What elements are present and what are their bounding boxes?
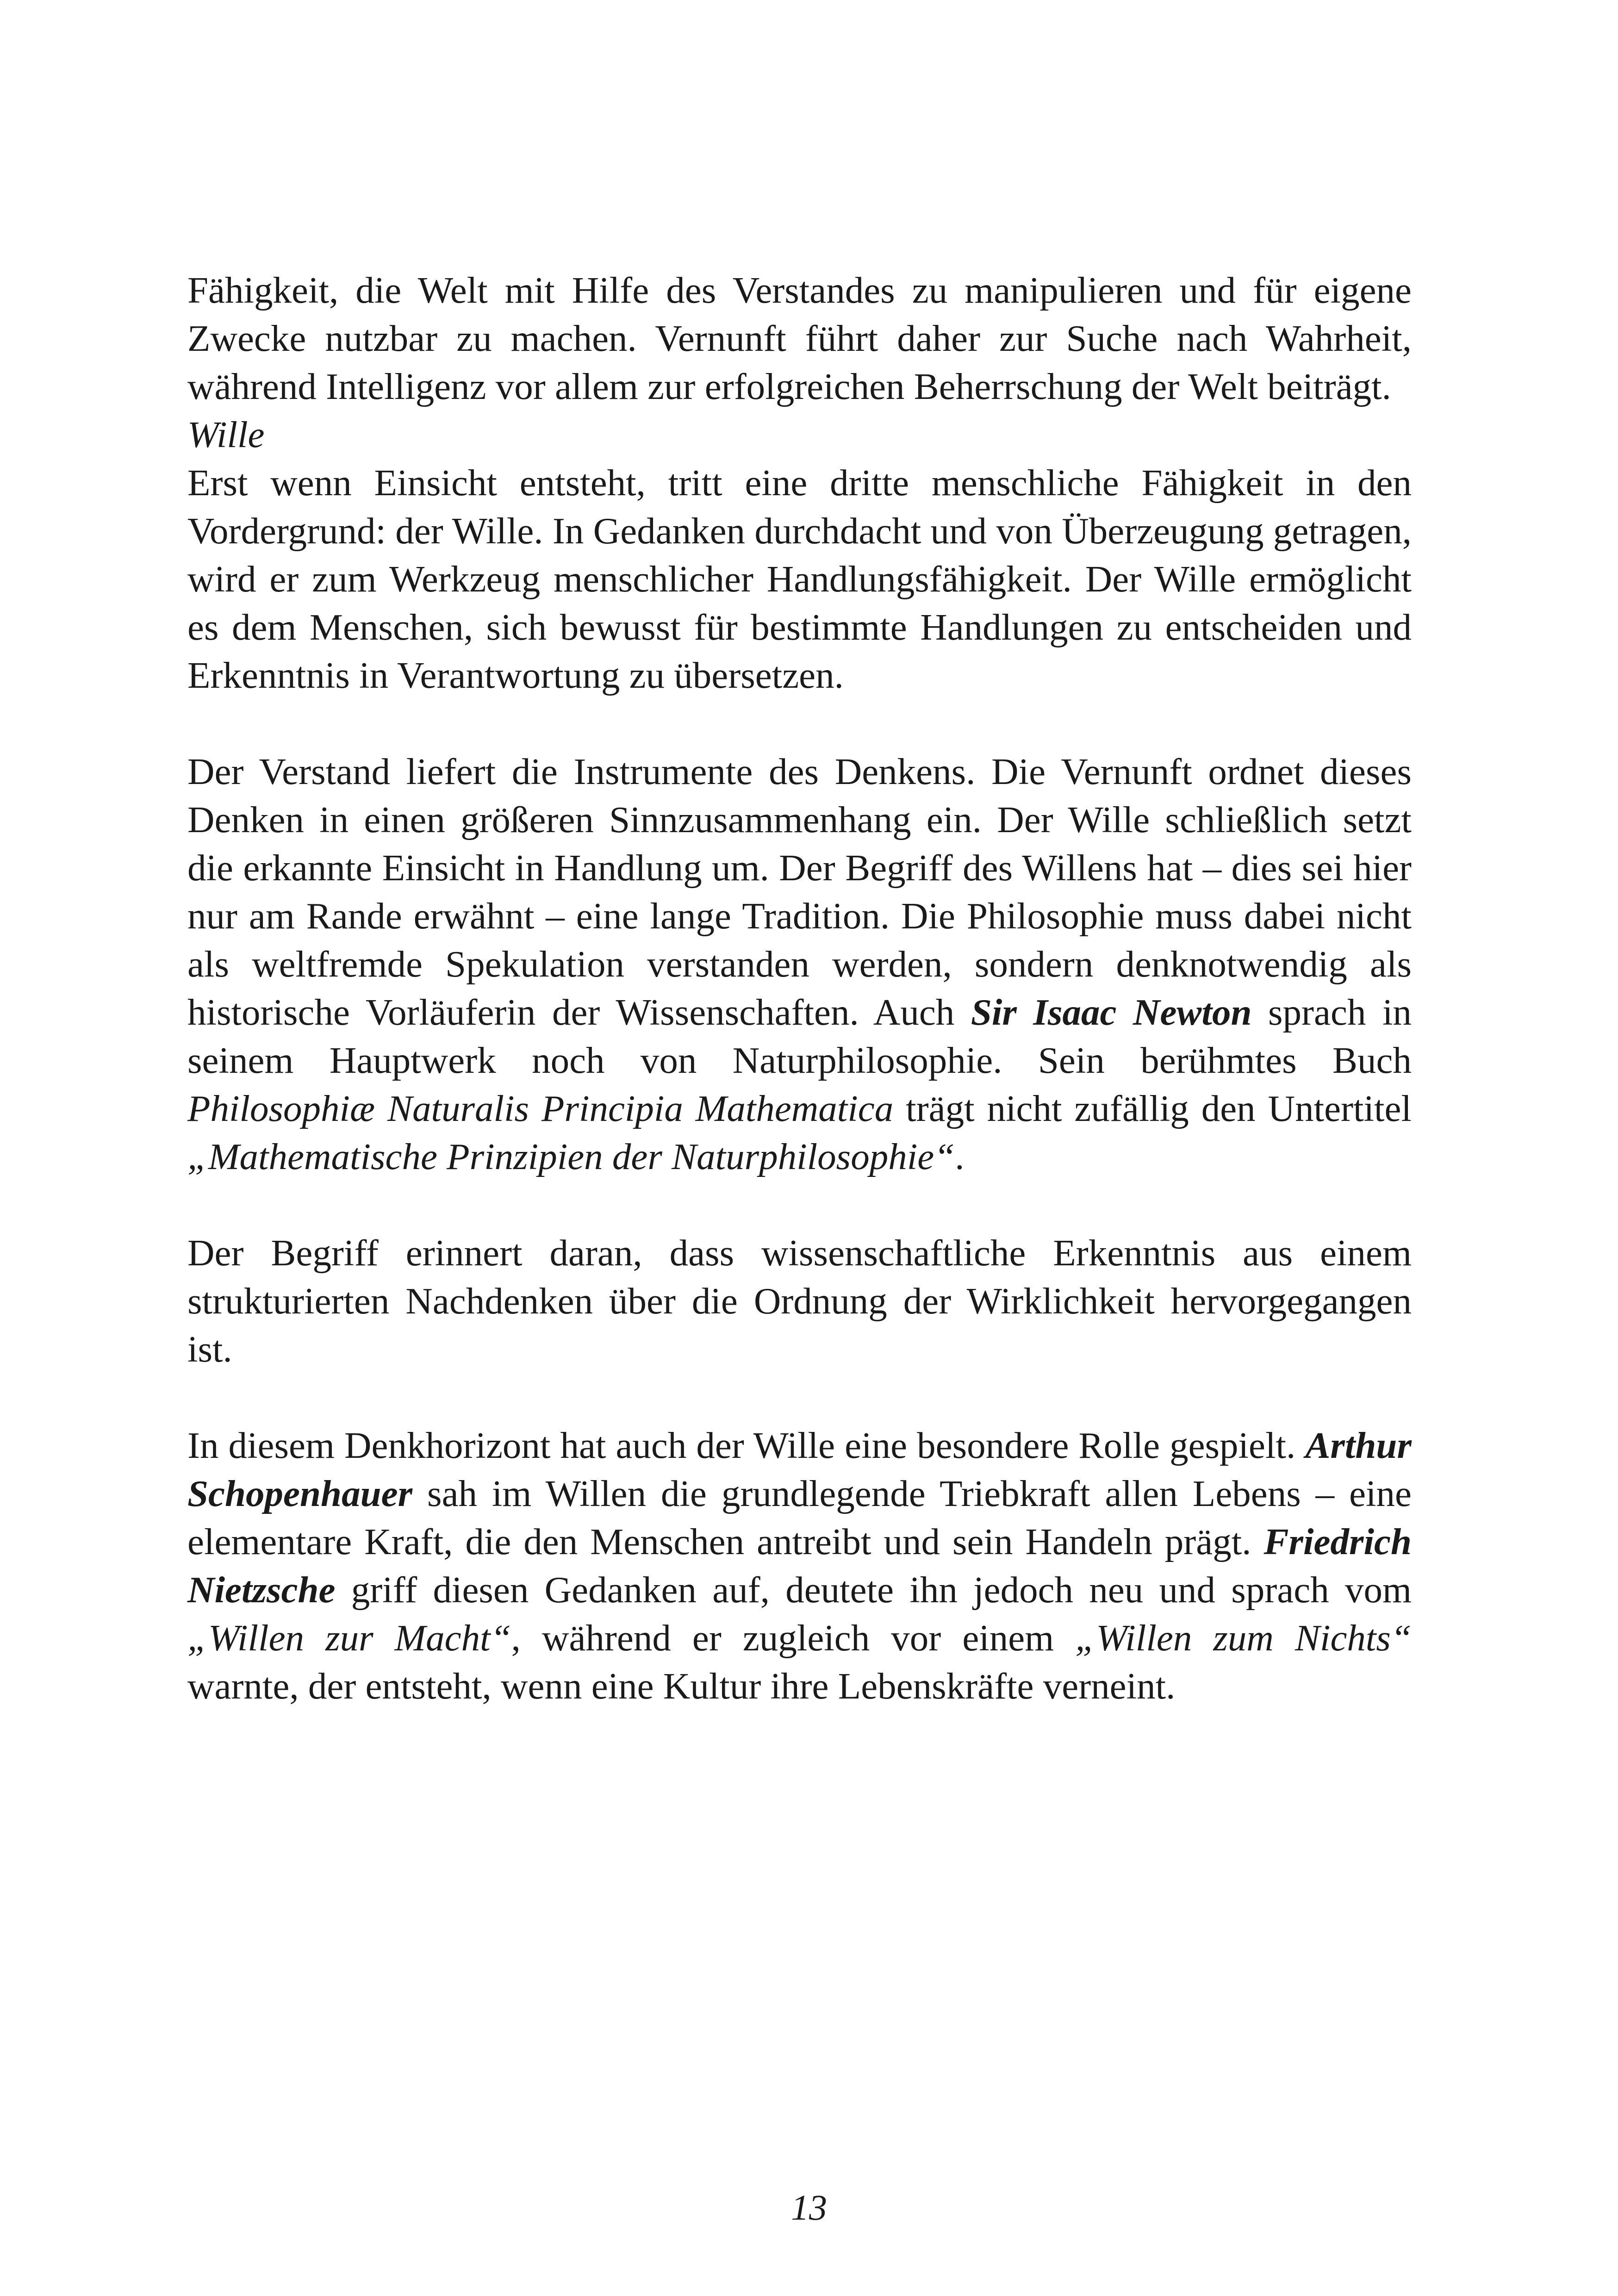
person-name-nietzsche: Friedrich Nietzsche xyxy=(187,1521,1412,1611)
paragraph-horizon-text-5: warnte, der entsteht, wenn eine Kultur ihre Lebenskräfte verneint. xyxy=(187,1665,1176,1707)
paragraph-horizon-text-4: , während er zugleich vor einem xyxy=(511,1617,1076,1659)
paragraph-horizon-text-2: sah im Willen die grundlegende Triebkraft allen Lebens – eine elementare Kraft, die den Menschen antreibt und sein Handeln prägt. xyxy=(187,1473,1412,1562)
paragraph-reason xyxy=(187,747,1412,1181)
book-subtitle: „Mathematische Prinzipien der Naturphilosophie“ xyxy=(187,1136,955,1177)
paragraph-reason-text-1: Der Verstand liefert die Instrumente des Denkens. Die Vernunft ordnet dieses Denken in einen größeren Sinnzusammenhang ein. Der Wille schließlich setzt die erkannte Einsicht in Handlung um. Der Begriff des Willens hat – dies sei hier nur am Rande erwähnt – eine lange Tradition. Die Philosophie muss dabei nicht als weltfremde Spekulation verstanden werden, sondern denknotwendig als historische Vorläuferin der Wissenschaften. Auch xyxy=(187,751,1412,1033)
paragraph-horizon-text-1: In diesem Denkhorizont hat auch der Wille eine besondere Rolle gespielt. xyxy=(187,1425,1306,1466)
paragraph-horizon-text-3: griff diesen Gedanken auf, deutete ihn jedoch neu und sprach vom xyxy=(335,1569,1412,1611)
intro-paragraph: Fähigkeit, die Welt mit Hilfe des Verstandes zu manipulieren und für eigene Zwecke nutzbar zu machen. Vernunft führt daher zur Suche nach Wahrheit, während Intelligenz vor allem zur erfolgreichen Beherrschung der Welt beiträgt. xyxy=(187,269,1412,407)
paragraph-reason-text-3: trägt nicht zufällig den Untertitel xyxy=(893,1088,1412,1129)
paragraph-concept: Der Begriff erinnert daran, dass wissenschaftliche Erkenntnis aus einem strukturierten Nachdenken über die Ordnung der Wirklichkeit hervorgegangen ist. xyxy=(187,1232,1412,1370)
paragraph-will: Erst wenn Einsicht entsteht, tritt eine dritte menschliche Fähigkeit in den Vordergrund: der Wille. In Gedanken durchdacht und von Überzeugung getragen, wird er zum Werkzeug menschlicher Handlungsfähigkeit. Der Wille ermöglicht es dem Menschen, sich bewusst für bestimmte Handlungen zu entscheiden und Erkenntnis in Verantwortung zu übersetzen. xyxy=(187,462,1412,696)
quote-will-to-nothing: „Willen zum Nichts“ xyxy=(1075,1617,1412,1659)
section-heading: Wille xyxy=(187,414,265,455)
page-number: 13 xyxy=(791,2187,827,2228)
paragraph-horizon xyxy=(187,1421,1412,1710)
body-text xyxy=(187,266,1412,1710)
person-name-schopenhauer: Arthur Schopenhauer xyxy=(187,1425,1412,1514)
person-name-newton: Sir Isaac Newton xyxy=(971,991,1252,1033)
quote-will-to-power: „Willen zur Macht“ xyxy=(187,1617,511,1659)
paragraph-reason-text-2: sprach in seinem Hauptwerk noch von Naturphilosophie. Sein berühmtes Buch xyxy=(187,991,1412,1081)
book-title: Philosophiæ Naturalis Principia Mathematica xyxy=(187,1088,894,1129)
paragraph-reason-text-4: . xyxy=(955,1136,965,1177)
